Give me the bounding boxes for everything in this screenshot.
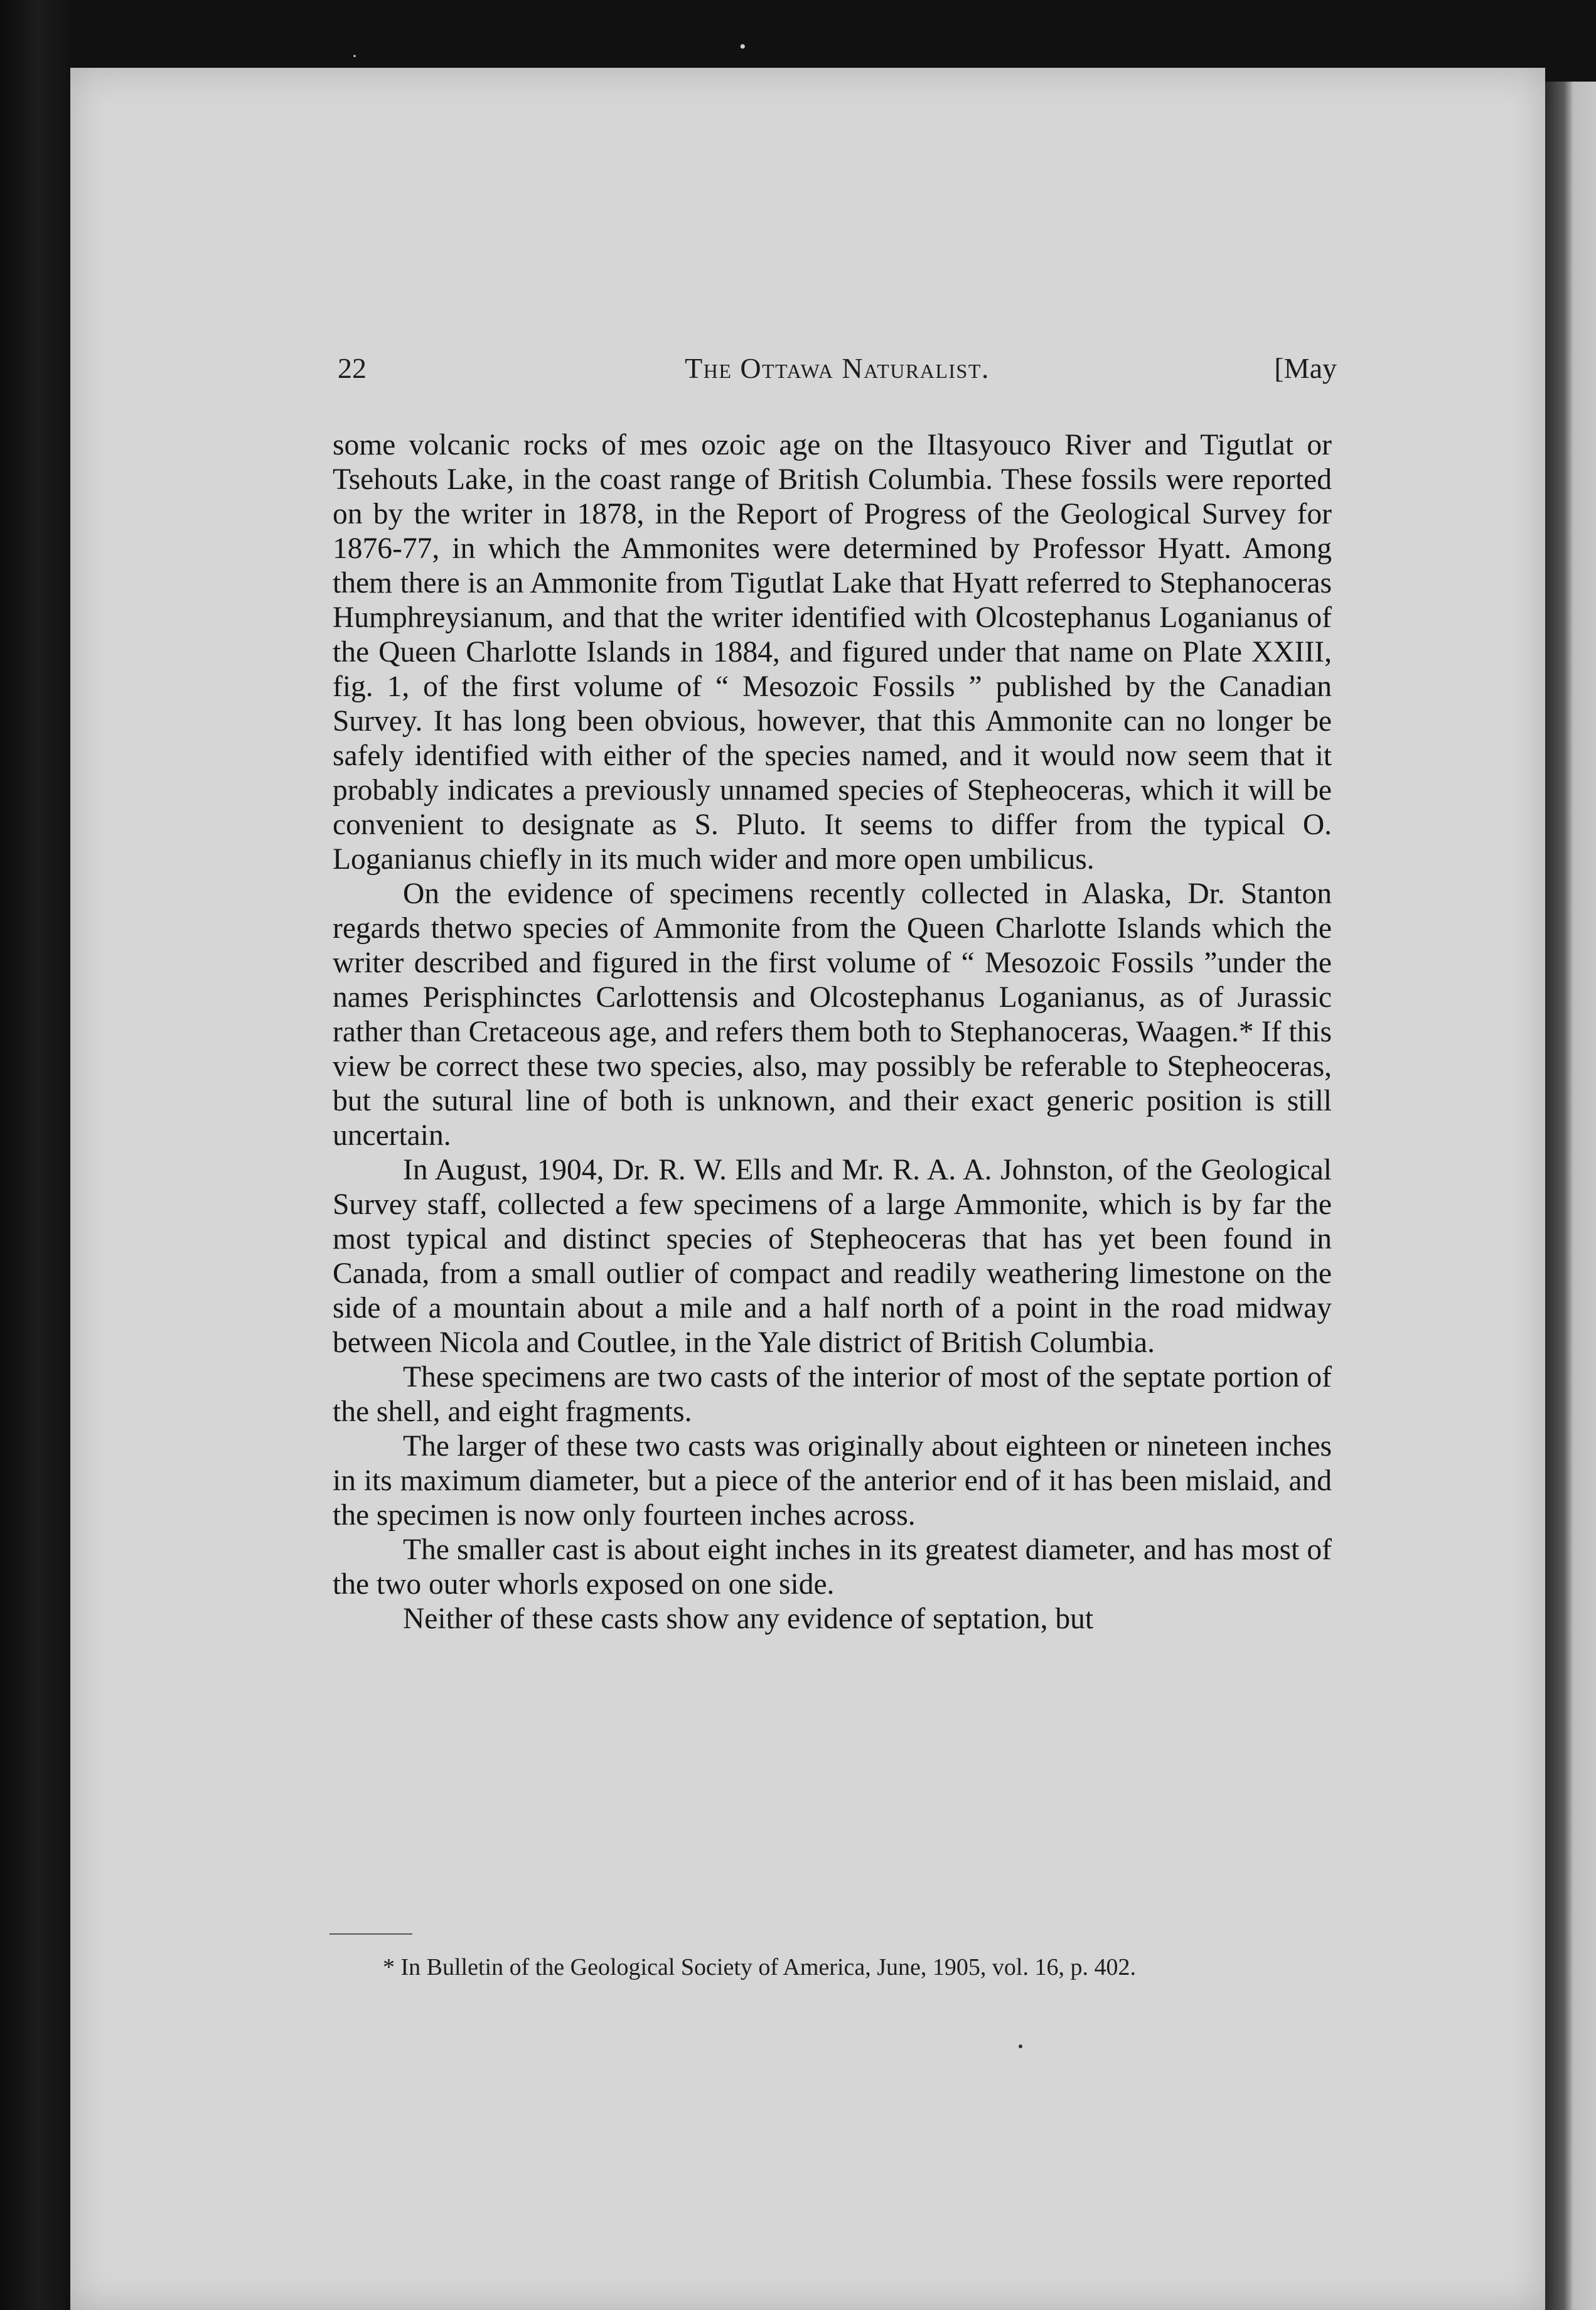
footnote: * In Bulletin of the Geological Society of America, June, 1905, vol. 16, p. 402.	[383, 1954, 1136, 1980]
paragraph: The smaller cast is about eight inches in its greatest diameter, and has most of the two outer whorls exposed on one side.	[333, 1534, 1332, 1601]
scan-speck	[1019, 2044, 1022, 2048]
scan-speck: •	[739, 36, 746, 57]
header-month: [May	[1274, 352, 1337, 384]
body-text	[333, 428, 1332, 1636]
paragraph: On the evidence of specimens recently collected in Alaska, Dr. Stanton regards thetwo species of Ammonite from the Queen Charlotte Islands which the writer described and figured in the first volume of “ Mesozoic Fossils ”under the names Perisphinctes Carlottensis and Olcostephanus Loganianus, as of Jurassic rather than Cretaceous age, and refers them both to Stephanoceras, Waagen.* If this view be correct these two species, also, may possibly be referable to Stepheoceras, but the sutural line of both is unknown, and their exact generic position is still uncertain.	[333, 878, 1332, 1152]
page-header	[338, 352, 1337, 389]
adjacent-page-edge	[1545, 82, 1596, 2310]
footnote-rule	[329, 1933, 412, 1935]
paragraph: In August, 1904, Dr. R. W. Ells and Mr. R. A. A. Johnston, of the Geological Survey staff, collected a few specimens of a large Ammonite, which is by far the most typical and distinct species of Stepheoceras that has yet been found in Canada, from a small outlier of compact and readily weathering limestone on the side of a mountain about a mile and a half north of a point in the road midway between Nicola and Coutlee, in the Yale district of British Columbia.	[333, 1154, 1332, 1359]
scan-speck: ·	[351, 46, 358, 67]
paragraph: These specimens are two casts of the interior of most of the septate portion of the shell, and eight fragments.	[333, 1361, 1332, 1428]
page-number: 22	[338, 352, 367, 384]
paragraph: Neither of these casts show any evidence of septation, but	[403, 1603, 1094, 1635]
running-title: The Ottawa Naturalist.	[685, 352, 990, 384]
paragraph: The larger of these two casts was originally about eighteen or nineteen inches in its maximum diameter, but a piece of the anterior end of it has been mislaid, and the specimen is now only fourteen inches across.	[333, 1430, 1332, 1532]
paragraph: some volcanic rocks of mes ozoic age on the Iltasyouco River and Tigutlat or Tsehouts Lake, in the coast range of British Columbia. These fossils were reported on by the writer in 1878, in the Report of Progress of the Geological Survey for 1876-77, in which the Ammonites were determined by Professor Hyatt. Among them there is an Ammonite from Tigutlat Lake that Hyatt referred to Stephanoceras Humphreysianum, and that the writer identified with Olcostephanus Loganianus of the Queen Charlotte Islands in 1884, and figured under that name on Plate XXIII, fig. 1, of the first volume of “ Mesozoic Fossils ” published by the Canadian Survey. It has long been obvious, however, that this Ammonite can no longer be safely identified with either of the species named, and it would now seem that it probably indicates a previously unnamed species of Stepheoceras, which it will be convenient to designate as S. Pluto. It seems to differ from the typical O. Loganianus chiefly in its much wider and more open umbilicus.	[333, 429, 1332, 876]
